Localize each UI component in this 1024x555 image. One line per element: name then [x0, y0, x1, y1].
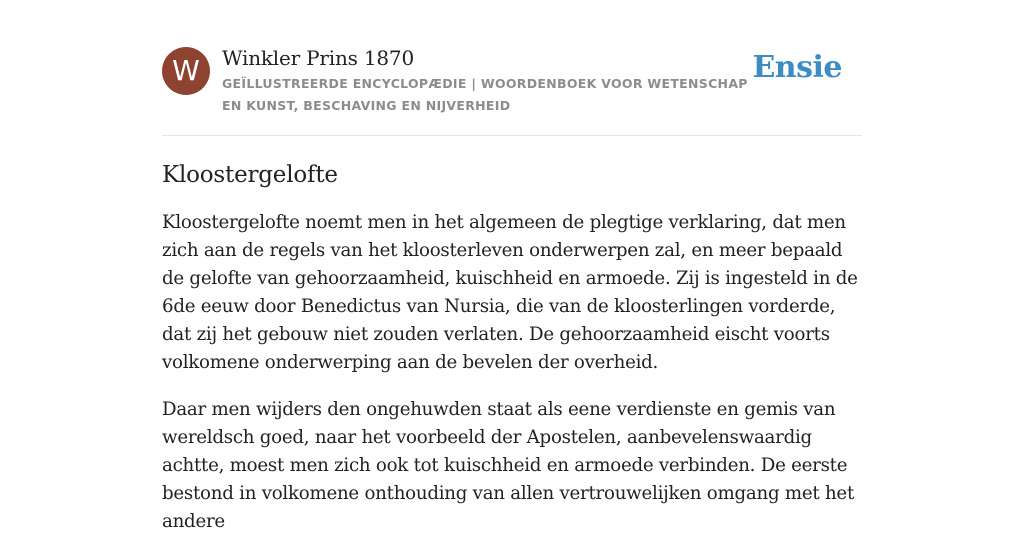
source-title[interactable]: Winkler Prins 1870 — [222, 46, 414, 70]
article — [162, 158, 867, 555]
source-header — [162, 44, 862, 136]
source-subtitle: GEÏLLUSTREERDE ENCYCLOPÆDIE | WOORDENBOEK VOOR WETENSCHAP EN KUNST, BESCHAVING EN NIJVERHEID — [222, 76, 748, 113]
article-paragraph-2: Daar men wijders den ongehuwden staat als eene verdienste en gemis van wereldsch goed, naar het voorbeeld der Apostelen, aanbevelenswaardig achtte, moest men zich ook tot kuischheid en armoede verbinden. De eerste bestond in volkomene onthouding van allen vertrouwelijken omgang met het andere — [162, 399, 855, 532]
article-title: Kloostergelofte — [162, 162, 338, 188]
article-paragraph-1: Kloostergelofte noemt men in het algemeen de plegtige verklaring, dat men zich aan de regels van het kloosterleven onderwerpen zal, en meer bepaald de gelofte van gehoorzaamheid, kuischheid en armoede. Zij is ingesteld in de 6de eeuw door Benedictus van Nursia, die van de kloosterlingen vorderde, dat zij het gebouw niet zouden verlaten. De gehoorzaamheid eischt voorts volkomene onderwerping aan de bevelen der overheid. — [162, 212, 858, 373]
ensie-logo-link[interactable]: Ensie — [752, 50, 842, 85]
avatar[interactable]: W — [162, 47, 210, 95]
